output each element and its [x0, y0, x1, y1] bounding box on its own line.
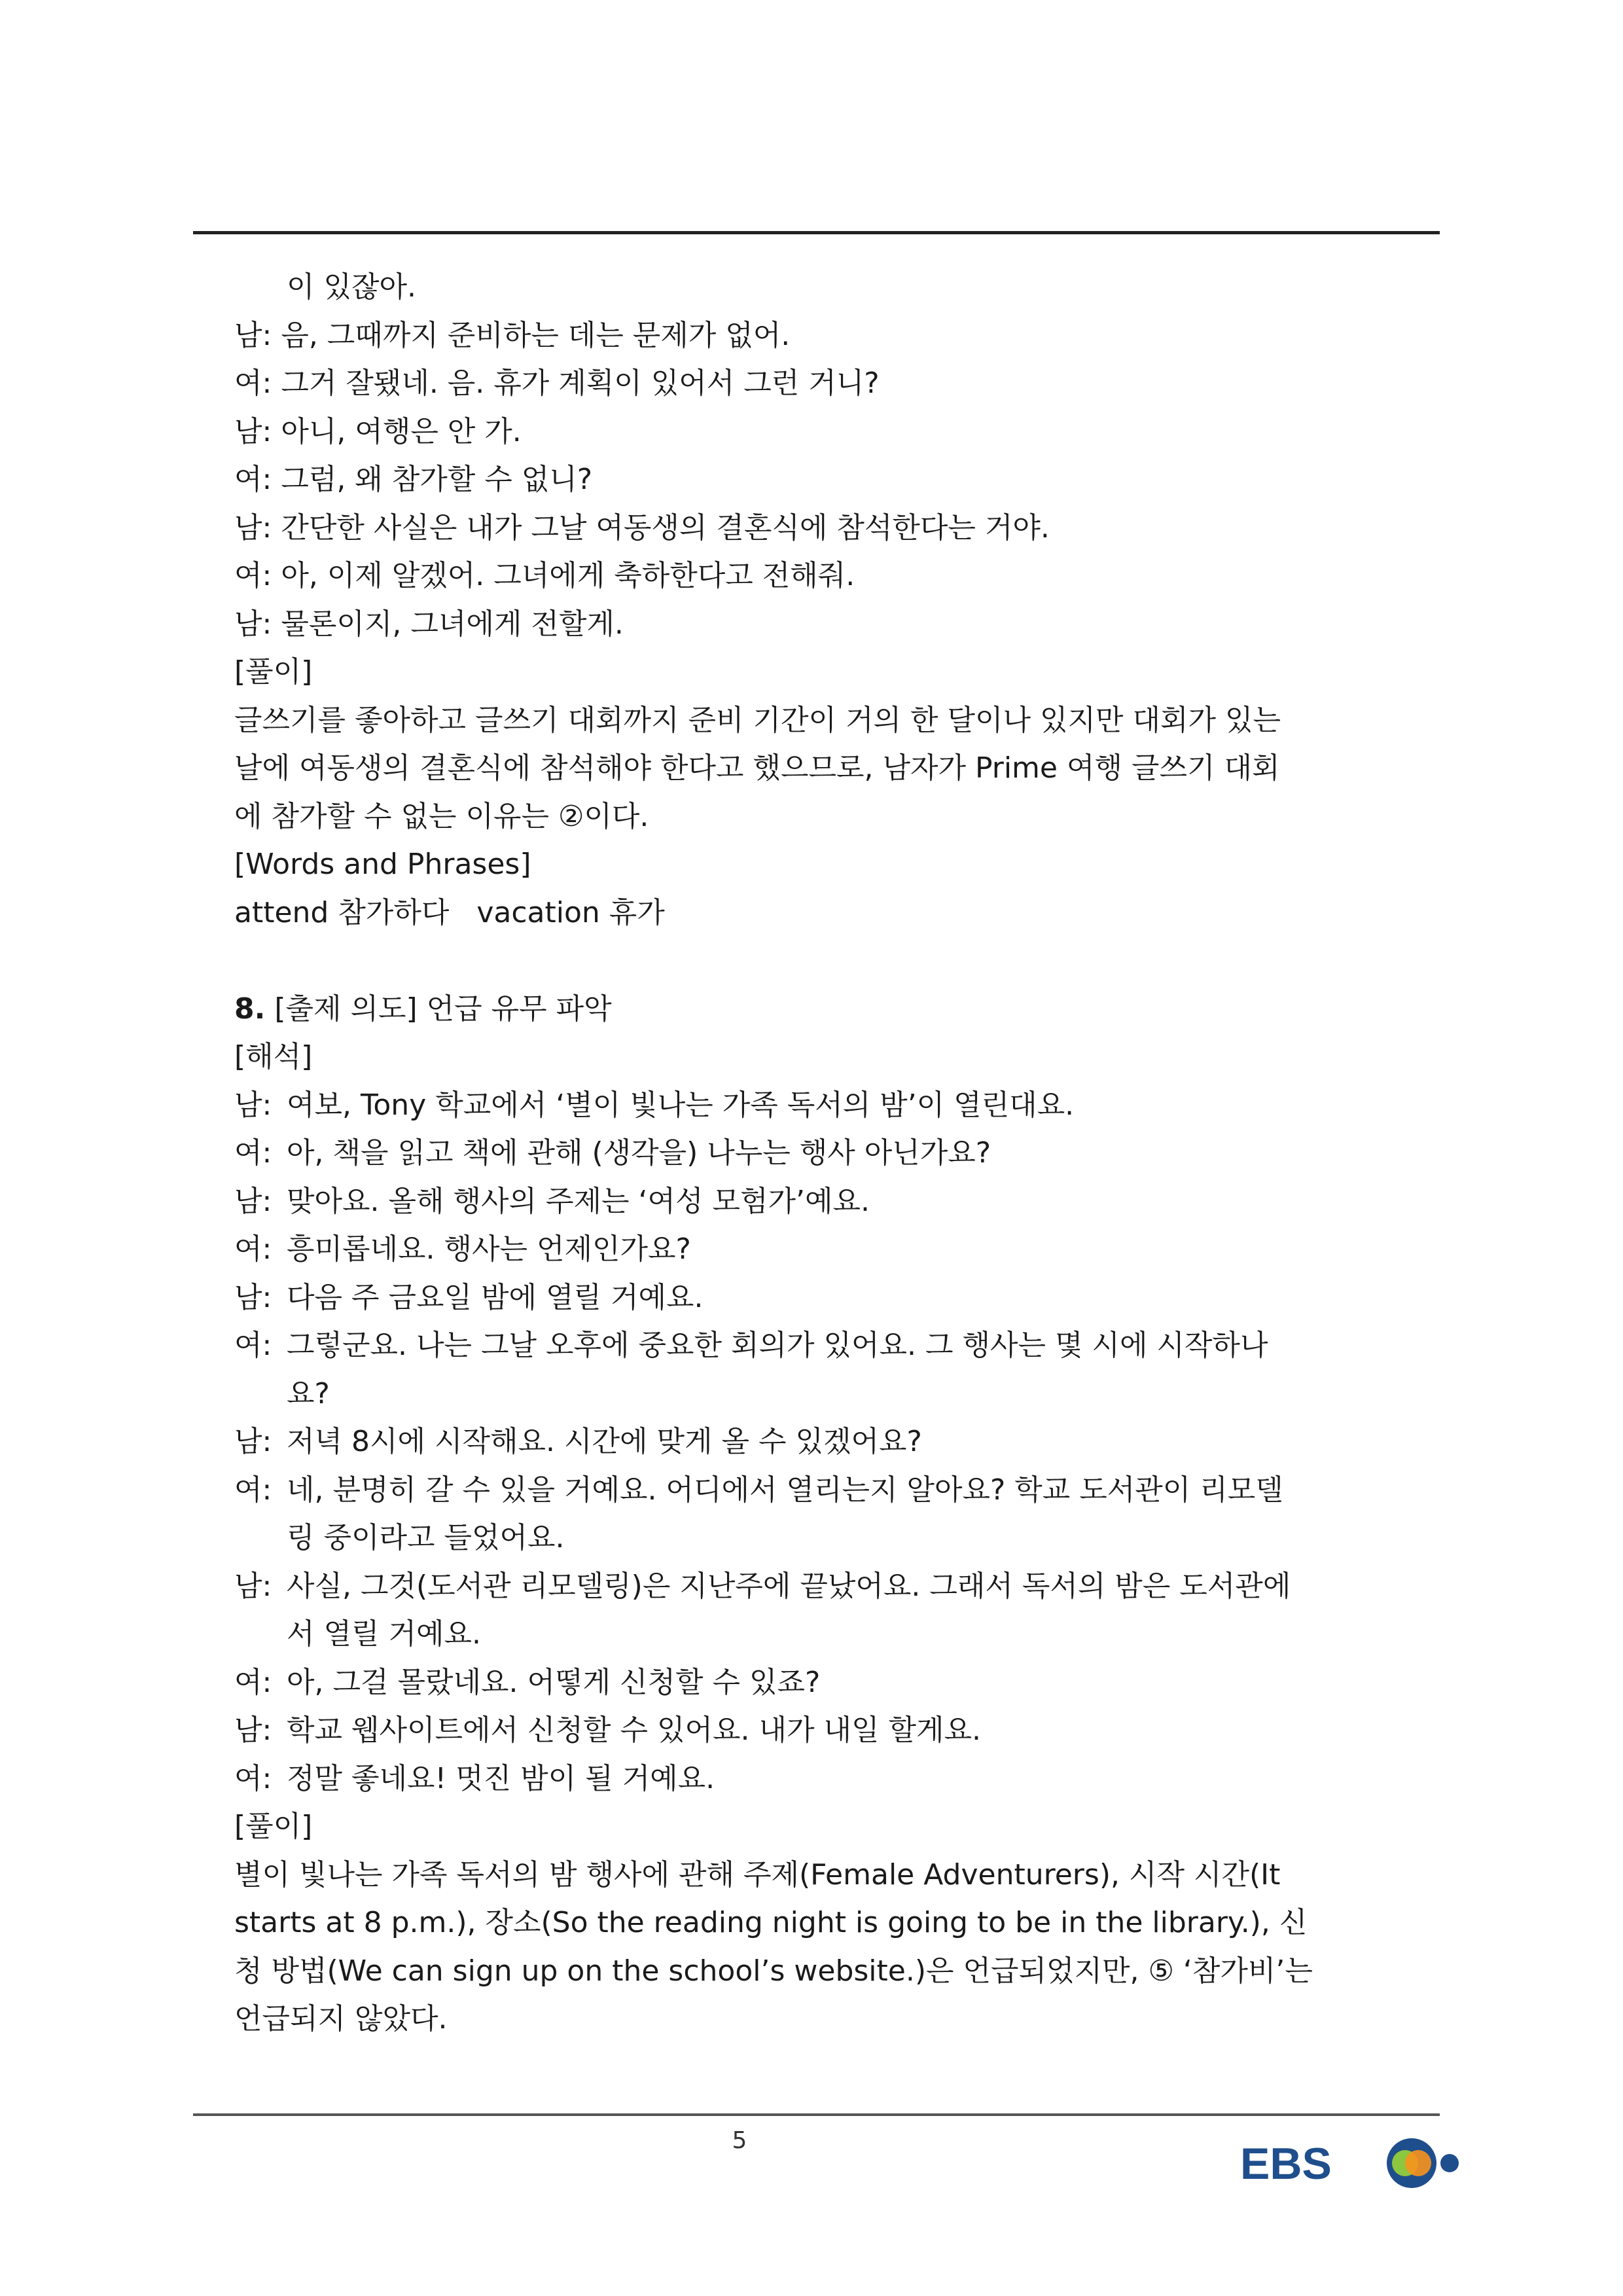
dialogue-line [234, 1321, 1412, 1370]
speaker: 여: [234, 1665, 272, 1699]
speaker: 남: [234, 1713, 272, 1747]
utterance: 요? [287, 1376, 330, 1410]
dialogue-line [234, 600, 1412, 649]
utterance: 아, 그걸 몰랐네요. 어떻게 신청할 수 있죠? [287, 1665, 821, 1699]
speaker: 여: [234, 367, 272, 400]
explanation-line: 에 참가할 수 없는 이유는 ②이다. [234, 799, 649, 833]
dialogue-line [234, 1755, 1412, 1803]
dialogue-line [234, 359, 1412, 408]
dialogue-2 [234, 1081, 1412, 1803]
utterance: 그렇군요. 나는 그날 오후에 중요한 회의가 있어요. 그 행사는 몇 시에 시작하나 [287, 1329, 1268, 1362]
utterance: 여보, Tony 학교에서 ‘별이 빛나는 가족 독서의 밤’이 열린대요. [287, 1088, 1075, 1122]
dialogue-line [234, 504, 1412, 552]
speaker: 남: [234, 1184, 272, 1218]
utterance: 아, 책을 읽고 책에 관해 (생각을) 나누는 행사 아닌가요? [287, 1136, 991, 1170]
utterance: 아니, 여행은 안 가. [281, 414, 522, 448]
speaker: 여: [234, 1232, 272, 1266]
dialogue-1 [234, 312, 1412, 649]
explanation-heading: [풀이] [234, 655, 313, 689]
speaker: 여: [234, 559, 272, 592]
dialogue-line [234, 1659, 1412, 1707]
document-body [234, 263, 1412, 2043]
speaker: 여: [234, 463, 272, 496]
speaker: 남: [234, 1280, 272, 1314]
dialogue-line [234, 456, 1412, 504]
explanation-line: starts at 8 p.m.), 장소(So the reading night is going to be in the library.), 신 [234, 1906, 1308, 1939]
speaker: 남: [234, 1088, 272, 1122]
question-title [234, 985, 1412, 1033]
utterance: 맞아요. 올해 행사의 주제는 ‘여성 모험가’예요. [287, 1184, 870, 1218]
dialogue-line [234, 1129, 1412, 1177]
continuation-line: 이 있잖아. [287, 270, 416, 304]
dialogue-line [234, 1562, 1412, 1611]
utterance: 다음 주 금요일 밤에 열릴 거예요. [287, 1280, 704, 1314]
question-intent: [출제 의도] 언급 유무 파악 [274, 992, 612, 1026]
dialogue-line [234, 552, 1412, 600]
dialogue-line-continued [234, 1514, 1412, 1562]
dialogue-line [234, 1418, 1412, 1466]
explanation-line: 언급되지 않았다. [234, 2002, 448, 2036]
ebs-logo-blue-dot [1440, 2154, 1459, 2172]
dialogue-line [234, 312, 1412, 360]
dialogue-line [234, 1081, 1412, 1130]
speaker: 남: [234, 414, 272, 448]
explanation-line: 글쓰기를 좋아하고 글쓰기 대회까지 준비 기간이 거의 한 달이나 있지만 대회가 있는 [234, 703, 1281, 737]
dialogue-line [234, 1274, 1412, 1322]
speaker: 여: [234, 1329, 272, 1362]
utterance: 그럼, 왜 참가할 수 없니? [281, 463, 593, 496]
dialogue-line [234, 1225, 1412, 1274]
dialogue-line [234, 1466, 1412, 1515]
utterance: 네, 분명히 갈 수 있을 거예요. 어디에서 열리는지 알아요? 학교 도서관이 리모델 [287, 1473, 1283, 1507]
words-line: attend 참가하다 vacation 휴가 [234, 895, 665, 929]
speaker: 여: [234, 1136, 272, 1170]
words-heading: [Words and Phrases] [234, 848, 531, 881]
utterance: 물론이지, 그녀에게 전할게. [281, 607, 624, 641]
speaker: 여: [234, 1761, 272, 1795]
speaker: 남: [234, 1425, 272, 1458]
explanation-line: 날에 여동생의 결혼식에 참석해야 한다고 했으므로, 남자가 Prime 여행 글쓰기 대회 [234, 751, 1280, 785]
spacer [234, 937, 1412, 985]
ebs-logo-orange-dot [1405, 2150, 1431, 2176]
translation-heading: [해석] [234, 1040, 313, 1073]
dialogue-line [234, 408, 1412, 456]
ebs-logo [1240, 2130, 1463, 2196]
footer-rule [193, 2113, 1440, 2116]
dialogue-line-continued [234, 1610, 1412, 1659]
dialogue-line [234, 1177, 1412, 1226]
utterance: 링 중이라고 들었어요. [287, 1521, 565, 1554]
explanation-line: 별이 빛나는 가족 독서의 밤 행사에 관해 주제(Female Adventurers), 시작 시간(It [234, 1857, 1281, 1892]
utterance: 사실, 그것(도서관 리모델링)은 지난주에 끝났어요. 그래서 독서의 밤은 도서관에 [287, 1569, 1291, 1603]
speaker: 남: [234, 318, 272, 352]
speaker: 남: [234, 511, 272, 545]
dialogue-line-continued [234, 1370, 1412, 1418]
speaker: 남: [234, 1569, 272, 1603]
utterance: 서 열릴 거예요. [287, 1617, 481, 1651]
utterance: 저녁 8시에 시작해요. 시간에 맞게 올 수 있겠어요? [287, 1425, 922, 1458]
dialogue-line [234, 1706, 1412, 1755]
speaker: 남: [234, 607, 272, 641]
header-rule [193, 231, 1440, 234]
utterance: 아, 이제 알겠어. 그녀에게 축하한다고 전해줘. [281, 559, 855, 592]
utterance: 학교 웹사이트에서 신청할 수 있어요. 내가 내일 할게요. [287, 1713, 981, 1747]
utterance: 흥미롭네요. 행사는 언제인가요? [287, 1232, 691, 1266]
explanation-heading: [풀이] [234, 1810, 313, 1843]
utterance: 간단한 사실은 내가 그날 여동생의 결혼식에 참석한다는 거야. [281, 511, 1050, 545]
ebs-logo-text: EBS [1240, 2139, 1332, 2189]
speaker: 여: [234, 1473, 272, 1507]
utterance: 정말 좋네요! 멋진 밤이 될 거예요. [287, 1761, 715, 1795]
page-number: 5 [732, 2127, 747, 2154]
question-number: 8. [234, 992, 266, 1026]
utterance: 음, 그때까지 준비하는 데는 문제가 없어. [281, 318, 791, 352]
utterance: 그거 잘됐네. 음. 휴가 계획이 있어서 그런 거니? [281, 367, 880, 400]
explanation-line: 청 방법(We can sign up on the school’s website.)은 언급되었지만, ⑤ ‘참가비’는 [234, 1954, 1313, 1988]
